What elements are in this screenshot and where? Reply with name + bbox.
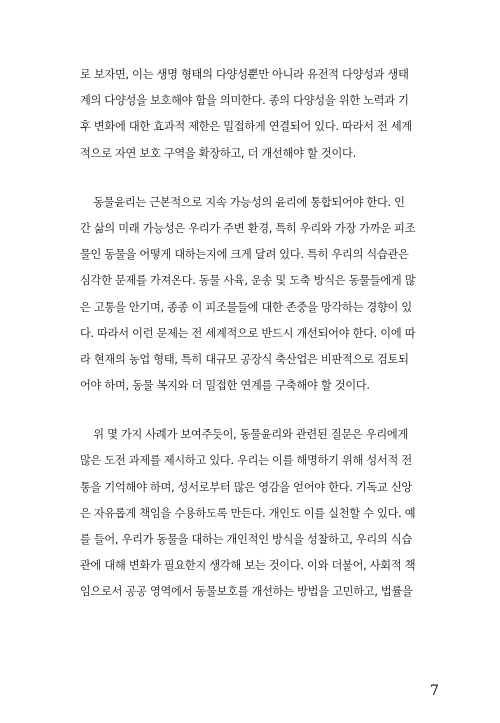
- text-line: 후 변화에 대한 효과적 제한은 밀접하게 연결되어 있다. 따라서 전 세계: [80, 120, 412, 134]
- text-line: 관에 대해 변화가 필요한지 생각해 보는 것이다. 이와 더불어, 사회적 책: [80, 559, 416, 573]
- text-line: 계의 다양성을 보호해야 함을 의미한다. 종의 다양성을 위한 노력과 기: [80, 94, 409, 108]
- text-line: 동물윤리는 근본적으로 지속 가능성의 윤리에 통합되어야 한다. 인: [80, 195, 405, 209]
- text-line: 통을 기억해야 하며, 성서로부터 많은 영감을 얻어야 한다. 기독교 신앙: [80, 480, 412, 494]
- page-number: 7: [430, 683, 439, 699]
- paragraph-3: [80, 422, 432, 605]
- text-line: 어야 하며, 동물 복지와 더 밀접한 연계를 구축해야 할 것이다.: [80, 379, 370, 393]
- text-line: 심각한 문제를 가져온다. 동물 사육, 운송 및 도축 방식은 동물들에게 많: [80, 274, 416, 288]
- text-line: 다. 따라서 이런 문제는 전 세계적으로 반드시 개선되어야 한다. 이에 따: [80, 326, 416, 340]
- text-line: 라 현재의 농업 형태, 특히 대규모 공장식 축산업은 비판적으로 검토되: [80, 352, 409, 366]
- text-line: 임으로서 공공 영역에서 동물보호를 개선하는 방법을 고민하고, 법률을: [80, 585, 413, 599]
- paragraph-2: [80, 190, 432, 400]
- text-line: 물인 동물을 어떻게 대하는지에 크게 달려 있다. 특히 우리의 식습관은: [80, 248, 409, 262]
- body-text: [80, 62, 432, 606]
- text-line: 적으로 자연 보호 구역을 확장하고, 더 개선해야 할 것이다.: [80, 146, 356, 160]
- text-line: 위 몇 가지 사례가 보여주듯이, 동물윤리와 관련된 질문은 우리에게: [80, 428, 409, 442]
- paragraph-1: [80, 62, 432, 167]
- text-line: 은 고통을 안기며, 종종 이 피조물들에 대한 존중을 망각하는 경향이 있: [80, 300, 412, 314]
- text-line: 간 삶의 미래 가능성은 우리가 주변 환경, 특히 우리와 가장 가까운 피조: [80, 221, 416, 235]
- text-line: 를 들어, 우리가 동물을 대하는 개인적인 방식을 성찰하고, 우리의 식습: [80, 533, 412, 546]
- text-line: 많은 도전 과제를 제시하고 있다. 우리는 이를 해명하기 위해 성서적 전: [80, 454, 412, 468]
- text-line: 은 자유롭게 책임을 수용하도록 만든다. 개인도 이를 실천할 수 있다. 예: [80, 506, 416, 520]
- text-line: 로 보자면, 이는 생명 형태의 다양성뿐만 아니라 유전적 다양성과 생태: [80, 68, 409, 81]
